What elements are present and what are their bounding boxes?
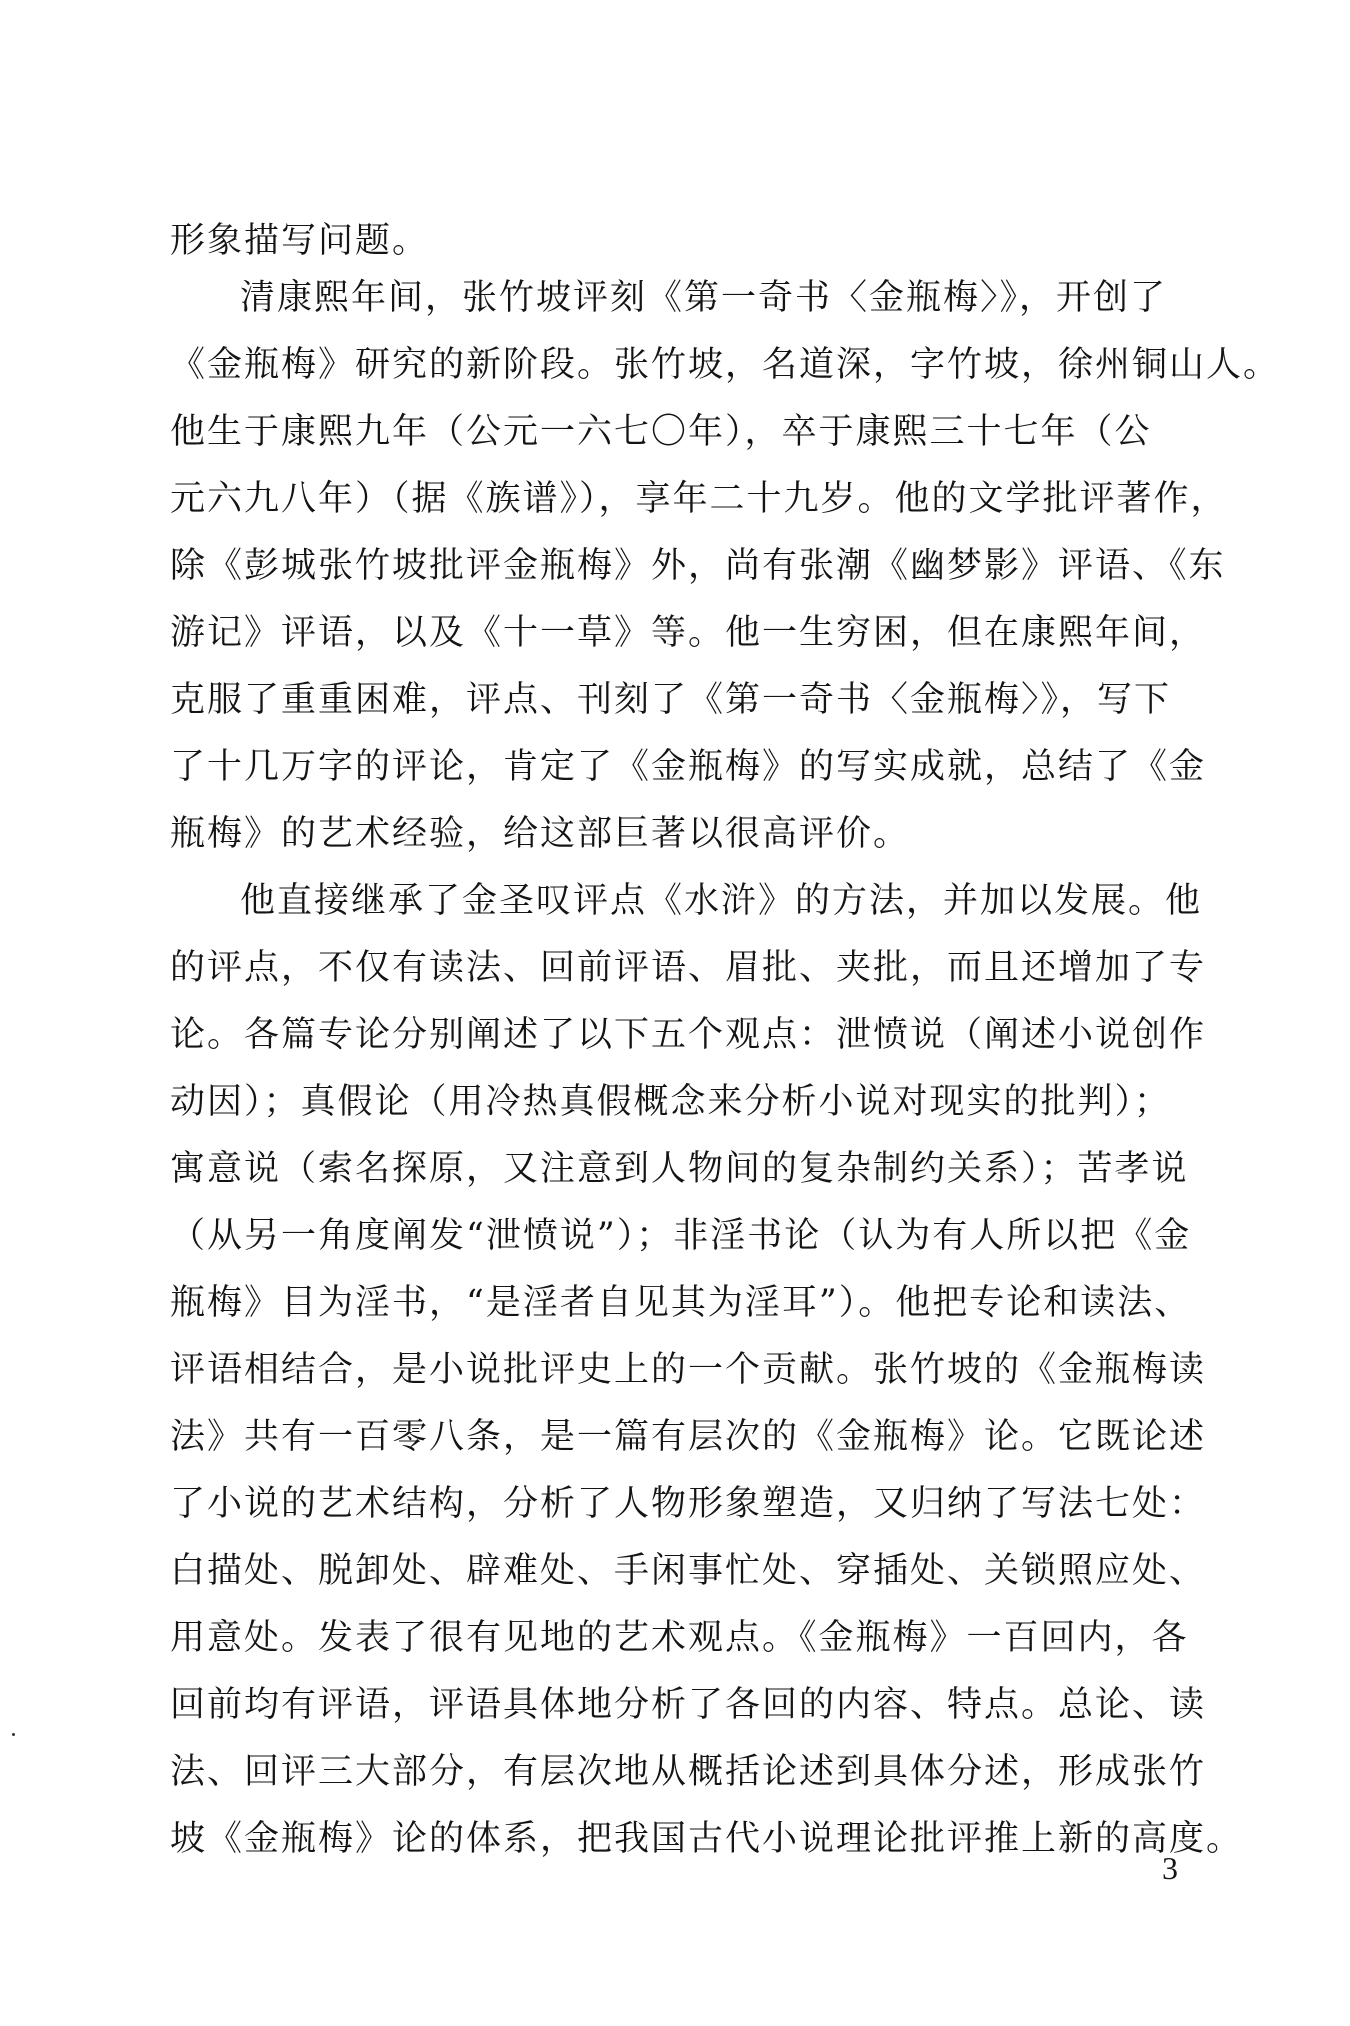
text-line: 回前均有评语，评语具体地分析了各回的内容、特点。总论、读 [170,1685,1207,1725]
page-number: 3 [1162,1850,1178,1886]
text-line: 白描处、脱卸处、辟难处、手闲事忙处、穿插处、关锁照应处、 [170,1551,1207,1591]
text-line: 了小说的艺术结构，分析了人物形象塑造，又归纳了写法七处： [170,1484,1207,1524]
text-line: 克服了重重困难，评点、刊刻了《第一奇书〈金瓶梅〉》，写下 [170,680,1172,720]
text-line: 寓意说（索名探原，又注意到人物间的复杂制约关系）；苦孝说 [170,1149,1189,1189]
text-line: 评语相结合，是小说批评史上的一个贡献。张竹坡的《金瓶梅读 [170,1350,1207,1390]
text-line: 他生于康熙九年（公元一六七〇年），卒于康熙三十七年（公 [170,412,1152,452]
text-line: 坡《金瓶梅》论的体系，把我国古代小说理论批评推上新的高度。 [170,1819,1244,1859]
text-line: 他直接继承了金圣叹评点《水浒》的方法，并加以发展。他 [240,881,1203,921]
text-line: 清康熙年间，张竹坡评刻《第一奇书〈金瓶梅〉》，开创了 [240,278,1168,318]
text-line: 了十几万字的评论，肯定了《金瓶梅》的写实成就，总结了《金 [170,747,1207,787]
text-line: （从另一角度阐发“泄愤说”）；非淫书论（认为有人所以把《金 [170,1216,1192,1256]
text-line: 瓶梅》目为淫书，“是淫者自见其为淫耳”）。他把专论和读法、 [170,1283,1192,1323]
text-line: 除《彭城张竹坡批评金瓶梅》外，尚有张潮《幽梦影》评语、《东 [170,546,1226,586]
text-line: 《金瓶梅》研究的新阶段。张竹坡，名道深，字竹坡，徐州铜山人。 [170,345,1281,385]
text-line: 法、回评三大部分，有层次地从概括论述到具体分述，形成张竹 [170,1752,1207,1792]
text-line: 论。各篇专论分别阐述了以下五个观点：泄愤说（阐述小说创作 [170,1015,1207,1055]
text-line: 元六九八年）（据《族谱》），享年二十九岁。他的文学批评著作， [170,479,1228,519]
scan-speck [12,1733,15,1736]
text-line: 形象描写问题。 [170,221,430,261]
text-line: 法》共有一百零八条，是一篇有层次的《金瓶梅》论。它既论述 [170,1417,1207,1457]
text-line: 瓶梅》的艺术经验，给这部巨著以很高评价。 [170,814,911,854]
text-line: 的评点，不仅有读法、回前评语、眉批、夹批，而且还增加了专 [170,948,1207,988]
text-line: 动因）；真假论（用冷热真假概念来分析小说对现实的批判）； [170,1082,1172,1122]
text-line: 游记》评语，以及《十一草》等。他一生穷困，但在康熙年间， [170,613,1207,653]
text-line: 用意处。发表了很有见地的艺术观点。《金瓶梅》一百回内，各 [170,1618,1189,1658]
